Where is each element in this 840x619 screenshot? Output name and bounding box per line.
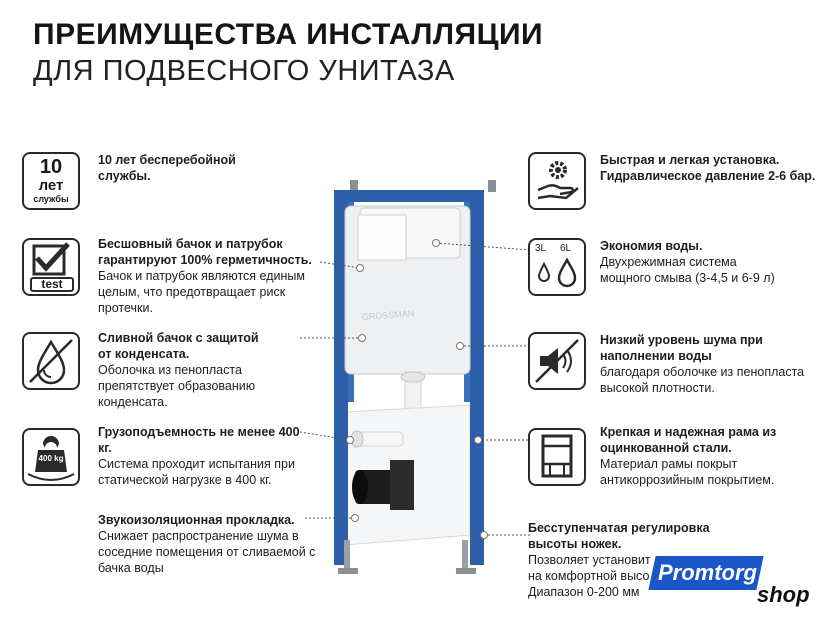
feature-seamless-tank [98,236,323,316]
feature-low-noise [600,332,815,396]
feature-seamless-tank-title: Бесшовный бачок и патрубок гарантируют 100% герметичность. [98,237,312,267]
feature-service-life-desc: 10 лет бесперебойной службы. [98,153,236,183]
years-word: лет [38,177,64,194]
feature-seamless-tank-desc: Бачок и патрубок являются единым целым, что предотвращает риск протечки. [98,269,305,315]
condensation-drop-icon [22,332,80,390]
test-label: test [30,277,74,292]
feature-water-saving-desc: Двухрежимная система мощного смыва (3-4,5 и 6-9 л) [600,255,775,285]
title-line-1: ПРЕИМУЩЕСТВА ИНСТАЛЛЯЦИИ [33,18,544,51]
feature-quick-install-desc: Гидравлическое давление 2-6 бар. [600,169,816,183]
feature-water-saving [600,238,785,286]
feature-height-adjust-desc: Позволяет установит на комфортной высо Диапазон 0-200 мм [528,553,651,599]
logo-brand-text: Promtorg [658,560,757,585]
feature-service-life [98,152,248,184]
feature-sound-insulation-desc: Снижает распространение шума в соседние помещения от сливаемой с бачка воды [98,529,316,575]
checkmark-test-icon [22,238,80,296]
steel-frame-icon [528,428,586,486]
logo-shop-text: shop [757,582,810,607]
water-saving-drops-icon [528,238,586,296]
feature-load-capacity-title: Грузоподъемность не менее 400 кг. [98,425,300,455]
liters-dual-label: 3L [535,243,547,254]
feature-load-capacity-desc: Система проходит испытания при статической нагрузке в 400 кг. [98,457,295,487]
years-sub: службы [33,194,69,204]
feature-condensation-title: Сливной бачок с защитой от конденсата. [98,331,259,361]
feature-load-capacity [98,424,313,488]
tank-brand-text: GROSSMAN [361,308,415,322]
feature-steel-frame [600,424,790,488]
feature-steel-frame-title: Крепкая и надежная рама из оцинкованной стали. [600,425,777,455]
feature-condensation [98,330,273,410]
feature-quick-install [600,152,825,184]
feature-sound-insulation-title: Звукоизоляционная прокладка. [98,513,295,527]
feature-low-noise-desc: благодаря оболочке из пенопласта высокой плотности. [600,365,805,395]
title-line-2: ДЛЯ ПОДВЕСНОГО УНИТАЗА [33,55,455,87]
weight-kettlebell-icon [22,428,80,486]
weight-label: 400 kg [38,454,64,463]
feature-sound-insulation [98,512,333,576]
feature-water-saving-title: Экономия воды. [600,239,703,253]
feature-quick-install-title: Быстрая и легкая установка. [600,153,780,167]
promtorg-shop-logo [652,556,812,608]
feature-steel-frame-desc: Материал рамы покрыт антикоррозийным покрытием. [600,457,775,487]
quick-install-hand-gear-icon [528,152,586,210]
feature-low-noise-title: Низкий уровень шума при наполнении воды [600,333,763,363]
liters-full-label: 6L [560,243,572,254]
feature-condensation-desc: Оболочка из пенопласта препятствует образованию конденсата. [98,363,256,409]
years-number: 10 [39,156,63,178]
feature-height-adjust-title: Бесступенчатая регулировка высоты ножек. [528,521,710,551]
low-noise-speaker-icon [528,332,586,390]
years-service-icon [22,152,80,210]
